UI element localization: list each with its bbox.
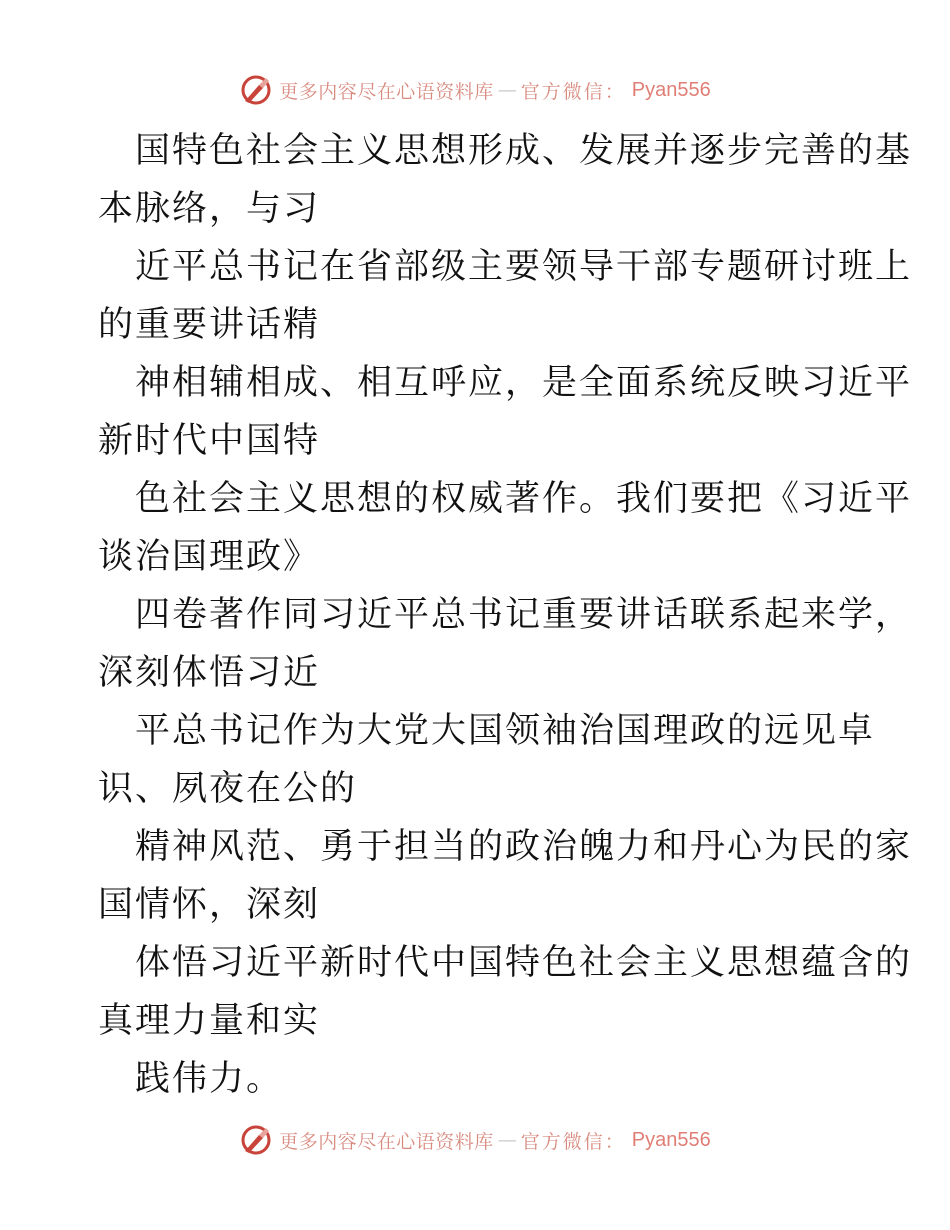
pen-logo-icon bbox=[239, 1123, 273, 1157]
text-line: 本脉络，与习 bbox=[98, 189, 321, 229]
watermark-wechat-id: Pyan556 bbox=[631, 1128, 711, 1151]
text-line: 深刻体悟习近 bbox=[98, 653, 321, 693]
text-line: 平总书记作为大党大国领袖治国理政的远见卓 bbox=[135, 711, 876, 751]
watermark-dash: — bbox=[497, 1129, 517, 1151]
header-watermark bbox=[0, 70, 950, 110]
watermark-label: 官方微信： bbox=[520, 1130, 626, 1153]
text-line: 神相辅相成、相互呼应，是全面系统反映习近平 bbox=[135, 363, 913, 403]
text-line: 体悟习近平新时代中国特色社会主义思想蕴含的 bbox=[135, 943, 913, 983]
watermark-label: 官方微信： bbox=[520, 80, 626, 103]
text-line: 真理力量和实 bbox=[98, 1001, 321, 1041]
document-body bbox=[98, 122, 913, 1108]
text-line: 四卷著作同习近平总书记重要讲话联系起来学， bbox=[135, 595, 913, 635]
watermark-brand: 更多内容尽在心语资料库 bbox=[279, 80, 494, 103]
text-line: 的重要讲话精 bbox=[98, 305, 321, 345]
watermark-wechat-id: Pyan556 bbox=[631, 78, 711, 101]
watermark-brand: 更多内容尽在心语资料库 bbox=[279, 1130, 494, 1153]
text-line: 近平总书记在省部级主要领导干部专题研讨班上 bbox=[135, 247, 913, 287]
text-line: 国特色社会主义思想形成、发展并逐步完善的基 bbox=[135, 131, 913, 171]
watermark-dash: — bbox=[497, 79, 517, 101]
text-line: 国情怀，深刻 bbox=[98, 885, 321, 925]
text-line: 精神风范、勇于担当的政治魄力和丹心为民的家 bbox=[135, 827, 913, 867]
footer-watermark bbox=[0, 1120, 950, 1160]
text-line: 识、夙夜在公的 bbox=[98, 769, 358, 809]
text-line: 色社会主义思想的权威著作。我们要把《习近平 bbox=[135, 479, 913, 519]
pen-logo-icon bbox=[239, 73, 273, 107]
text-line: 新时代中国特 bbox=[98, 421, 321, 461]
text-line: 践伟力。 bbox=[135, 1059, 284, 1099]
text-line: 谈治国理政》 bbox=[98, 537, 321, 577]
